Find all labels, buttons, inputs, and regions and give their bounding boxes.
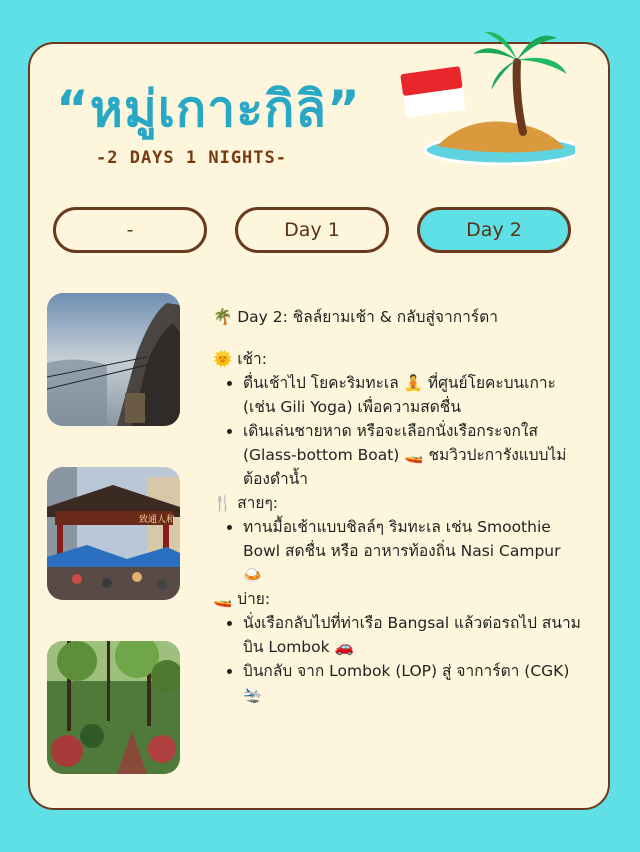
section-morning-title: 🌞 เช้า: xyxy=(213,350,267,368)
indonesia-flag-icon xyxy=(400,66,466,118)
day-heading: 🌴 Day 2: ชิลล์ยามเช้า & กลับสู่จาการ์ตา xyxy=(213,308,498,326)
tab-day-1[interactable]: Day 1 xyxy=(235,207,389,253)
market-sign-text: 致通人和 xyxy=(139,515,176,525)
island-palm-icon xyxy=(395,22,575,172)
itinerary-content xyxy=(213,305,583,707)
tab-overview[interactable]: - xyxy=(53,207,207,253)
mountain-photo xyxy=(47,293,180,426)
list-item: • ตื่นเช้าไป โยคะริมทะเล 🧘 ที่ศูนย์โยคะบนเกาะ (เช่น Gili Yoga) เพื่อความสดชื่น xyxy=(243,371,583,419)
market-photo xyxy=(47,467,180,600)
section-late-morning-title: 🍴 สายๆ: xyxy=(213,494,279,512)
section-late-morning-list xyxy=(213,515,583,587)
section-afternoon-title: 🚤 บ่าย: xyxy=(213,590,271,608)
list-item: • ทานมื้อเช้าแบบชิลล์ๆ ริมทะเล เช่น Smoothie Bowl สดชื่น หรือ อาหารท้องถิ่น Nasi Campur 🍛 xyxy=(243,515,583,587)
page-title: “หมู่เกาะกิลิ” xyxy=(56,80,361,138)
list-item: • เดินเล่นชายหาด หรือจะเลือกนั่งเรือกระจกใส (Glass-bottom Boat) 🚤 ชมวิวปะการังแบบไม่ต้องดำน้ำ xyxy=(243,419,583,491)
list-item: • นั่งเรือกลับไปที่ท่าเรือ Bangsal แล้วต่อรถไป สนามบิน Lombok 🚗 xyxy=(243,611,583,659)
section-afternoon-list xyxy=(213,611,583,707)
list-item: • บินกลับ จาก Lombok (LOP) สู่ จาการ์ตา (CGK) 🛬 xyxy=(243,659,583,707)
section-morning-list xyxy=(213,371,583,491)
garden-photo xyxy=(47,641,180,774)
tab-day-2[interactable]: Day 2 xyxy=(417,207,571,253)
page-subtitle: -2 DAYS 1 NIGHTS- xyxy=(96,148,287,168)
